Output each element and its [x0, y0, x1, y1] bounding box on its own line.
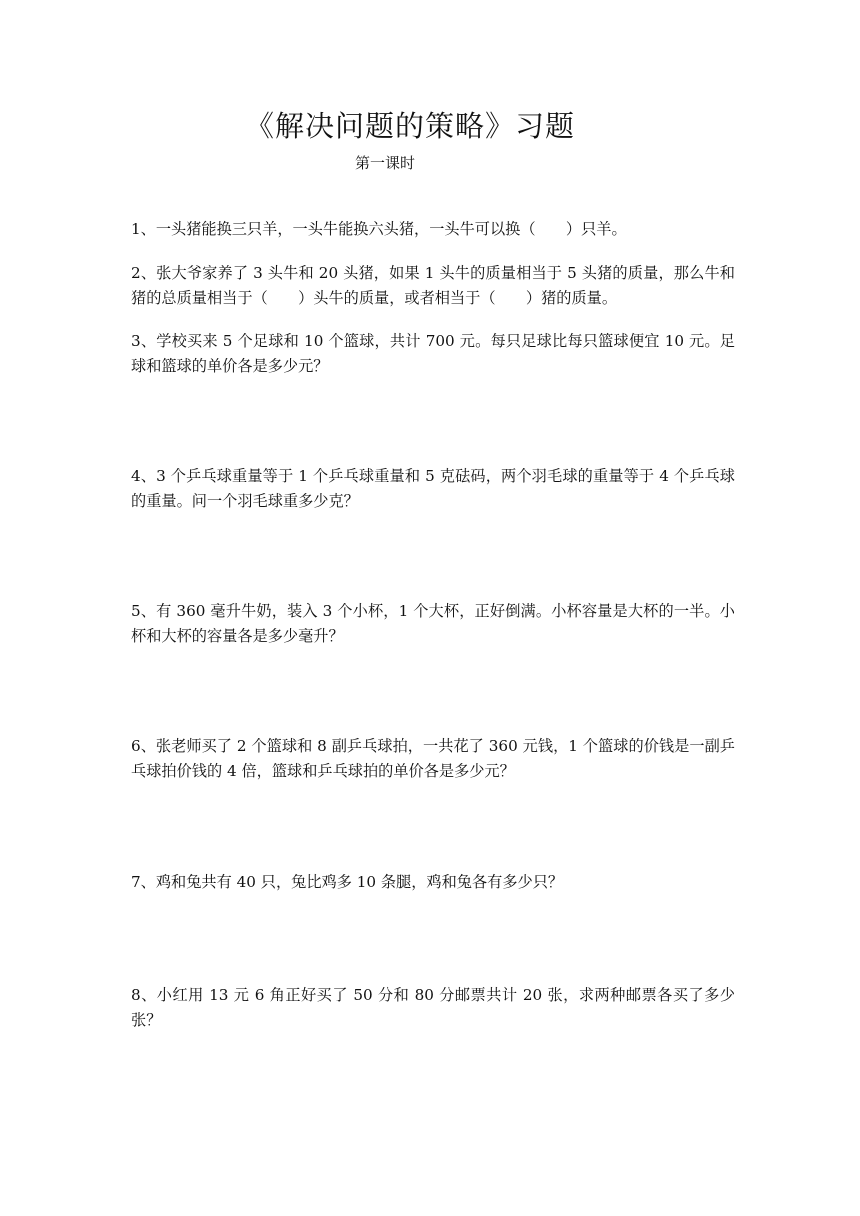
page-title: 《解决问题的策略》习题 — [244, 109, 575, 143]
question-6: 6、张老师买了 2 个篮球和 8 副乒乓球拍，一共花了 360 元钱，1 个篮球的价钱是一副乒乓球拍价钱的 4 倍，篮球和乒乓球拍的单价各是多少元？ — [131, 737, 735, 780]
question-8: 8、小红用 13 元 6 角正好买了 50 分和 80 分邮票共计 20 张，求两种邮票各买了多少张？ — [131, 986, 735, 1029]
question-3: 3、学校买来 5 个足球和 10 个篮球，共计 700 元。每只足球比每只篮球便宜 10 元。足球和篮球的单价各是多少元？ — [131, 332, 735, 375]
question-5: 5、有 360 毫升牛奶，装入 3 个小杯，1 个大杯，正好倒满。小杯容量是大杯的一半。小杯和大杯的容量各是多少毫升？ — [131, 602, 735, 645]
question-4: 4、3 个乒乓球重量等于 1 个乒乓球重量和 5 克砝码，两个羽毛球的重量等于 4 个乒乓球的重量。问一个羽毛球重多少克？ — [131, 467, 735, 510]
page-subtitle: 第一课时 — [355, 154, 416, 172]
question-7: 7、鸡和兔共有 40 只，兔比鸡多 10 条腿，鸡和兔各有多少只？ — [131, 873, 564, 891]
question-2: 2、张大爷家养了 3 头牛和 20 头猪，如果 1 头牛的质量相当于 5 头猪的质量，那么牛和猪的总质量相当于（ ）头牛的质量，或者相当于（ ）猪的质量。 — [131, 264, 735, 307]
question-1: 1、一头猪能换三只羊，一头牛能换六头猪，一头牛可以换（ ）只羊。 — [131, 220, 627, 238]
